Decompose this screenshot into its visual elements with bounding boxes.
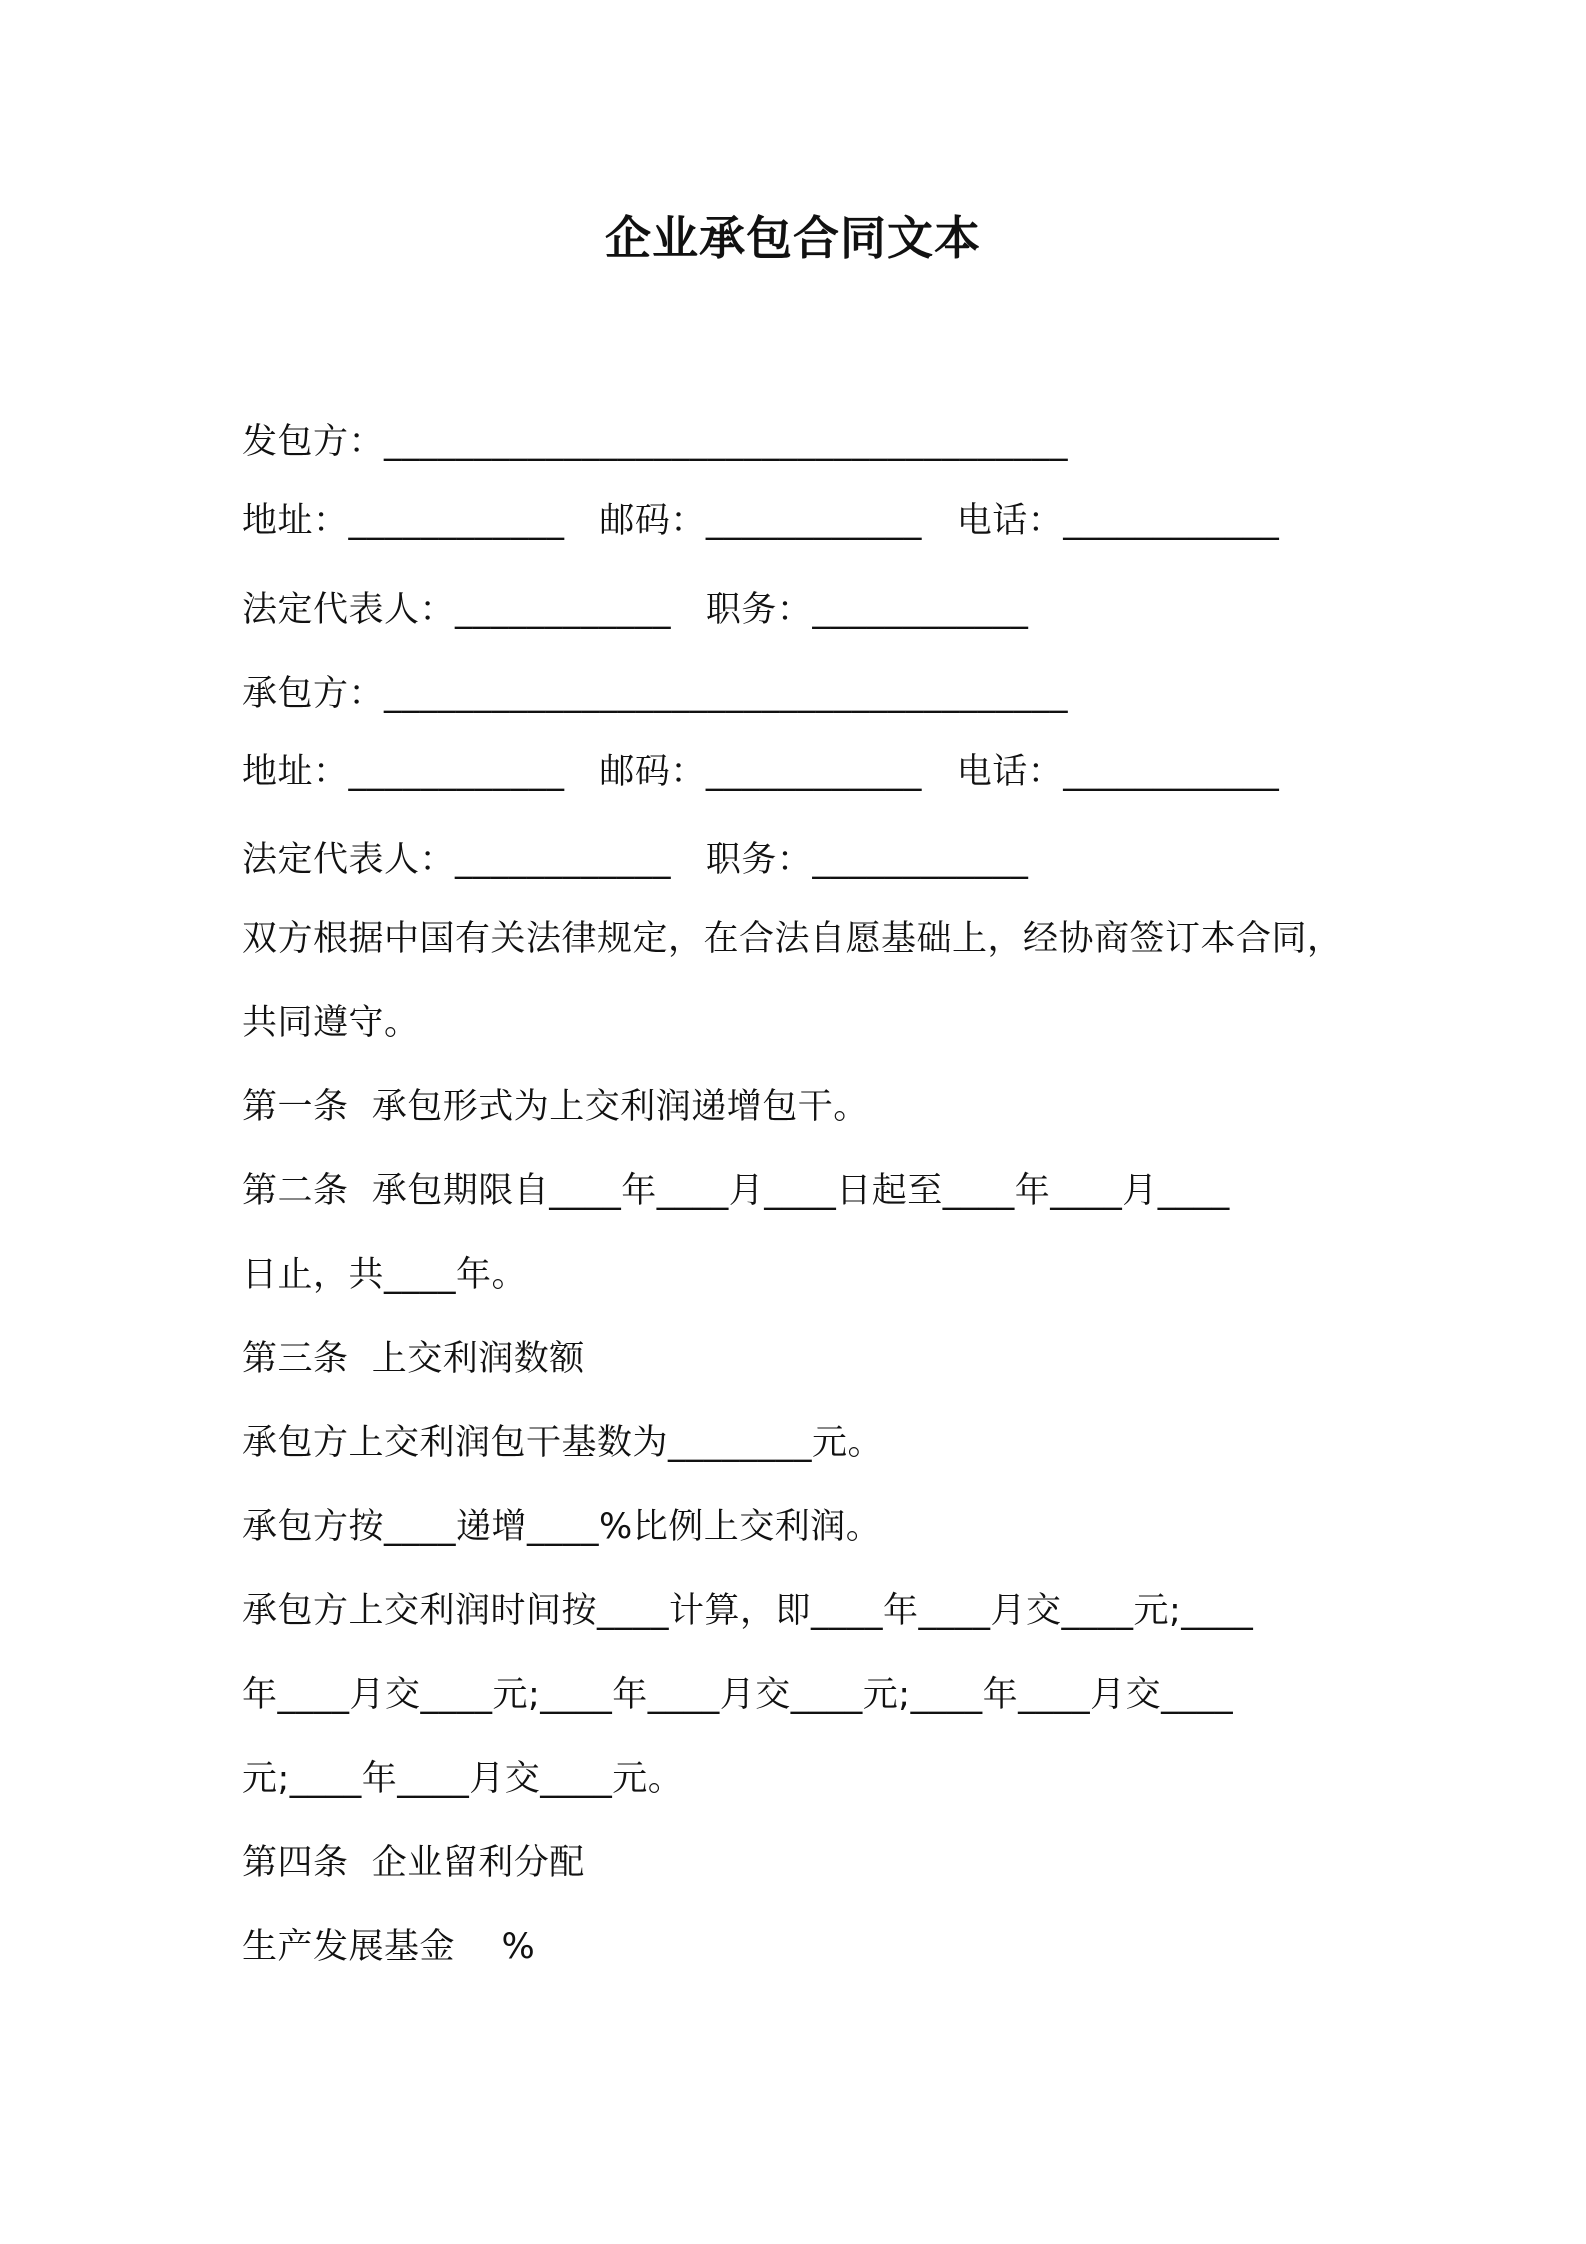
article-3-increment-line: 承包方按____递增____%比例上交利润。 [242,1507,882,1547]
contractor-name-line: 承包方：______________________________________ [242,674,1069,714]
article-3-schedule-line-2: 年____月交____元;____年____月交____元;____年____月交____ [242,1675,1234,1715]
article-4-heading: 第四条 企业留利分配 [242,1843,585,1883]
article-3-schedule-line-1: 承包方上交利润时间按____计算，即____年____月交____元;____ [242,1591,1254,1631]
employer-representative-line: 法定代表人：____________ 职务：____________ [242,590,1029,630]
contractor-contact-line: 地址：____________ 邮码：____________ 电话：____________ [242,752,1280,792]
employer-name-line: 发包方：______________________________________ [242,422,1069,462]
preamble-line-1: 双方根据中国有关法律规定，在合法自愿基础上，经协商签订本合同， [242,919,1343,959]
article-1-line: 第一条 承包形式为上交利润递增包干。 [242,1087,869,1127]
employer-contact-line: 地址：____________ 邮码：____________ 电话：____________ [242,501,1280,541]
article-3-heading: 第三条 上交利润数额 [242,1339,585,1379]
preamble-line-2: 共同遵守。 [242,1003,420,1043]
article-4-fund-line: 生产发展基金 % [242,1927,536,1967]
article-2-line-2: 日止，共____年。 [242,1255,528,1295]
article-3-base-line: 承包方上交利润包干基数为________元。 [242,1423,884,1463]
document-title: 企业承包合同文本 [605,211,981,265]
contractor-representative-line: 法定代表人：____________ 职务：____________ [242,840,1029,880]
article-2-line-1: 第二条 承包期限自____年____月____日起至____年____月____ [242,1171,1230,1211]
article-3-schedule-line-3: 元;____年____月交____元。 [242,1759,684,1799]
